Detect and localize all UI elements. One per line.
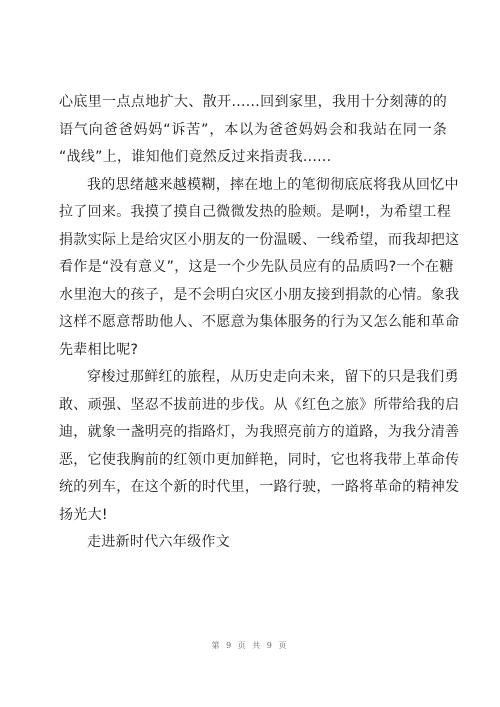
text-line: 看作是“没有意义”，这是一个少先队员应有的品质吗?一个在糖	[59, 259, 454, 275]
text-line: 语气向爸爸妈妈“诉苦”，本以为爸爸妈妈会和我站在同一条	[59, 121, 447, 138]
page-number-footer: 第 9 页 共 9 页	[211, 641, 289, 650]
text-line: 这样不愿意帮助他人、不愿意为集体服务的行为又怎么能和革命	[59, 314, 460, 330]
text-line: “战线”上，谁知他们竟然反过来指责我......	[59, 149, 332, 165]
paragraph-4	[59, 529, 447, 557]
paragraph-3	[59, 364, 460, 529]
text-line: 我的思绪越来越模糊，摔在地上的笔彻彻底底将我从回忆中	[87, 176, 459, 193]
text-line: 迪，就象一盏明亮的指路灯，为我照亮前方的道路，为我分清善	[59, 424, 460, 440]
document-body	[59, 89, 460, 557]
text-line: 心底里一点点地扩大、散开......回到家里，我用十分刻薄的的	[59, 94, 447, 110]
text-line: 统的列车，在这个新的时代里，一路行驶，一路将革命的精神发	[59, 479, 460, 495]
text-line: 拉了回来。我摸了摸自己微微发热的脸颊。是啊!，为希望工程	[59, 204, 452, 220]
paragraph-2	[59, 172, 460, 365]
paragraph-1	[59, 89, 447, 172]
text-line: 穿梭过那鲜红的旅程，从历史走向未来，留下的只是我们勇	[87, 369, 459, 385]
text-line: 捐款实际上是给灾区小朋友的一份温暖、一线希望，而我却把这	[59, 231, 460, 248]
text-line: 水里泡大的孩子，是不会明白灾区小朋友接到捐款的心情。象我	[59, 286, 460, 303]
text-line: 敢、顽强、坚忍不拔前进的步伐。从《红色之旅》所带给我的启	[59, 396, 460, 413]
text-line: 恶，它使我胸前的红领巾更加鲜艳，同时，它也将我带上革命传	[59, 451, 460, 468]
text-line: 扬光大!	[59, 506, 108, 523]
article-title-line: 走进新时代六年级作文	[87, 534, 230, 550]
text-line: 先辈相比呢?	[59, 341, 139, 358]
